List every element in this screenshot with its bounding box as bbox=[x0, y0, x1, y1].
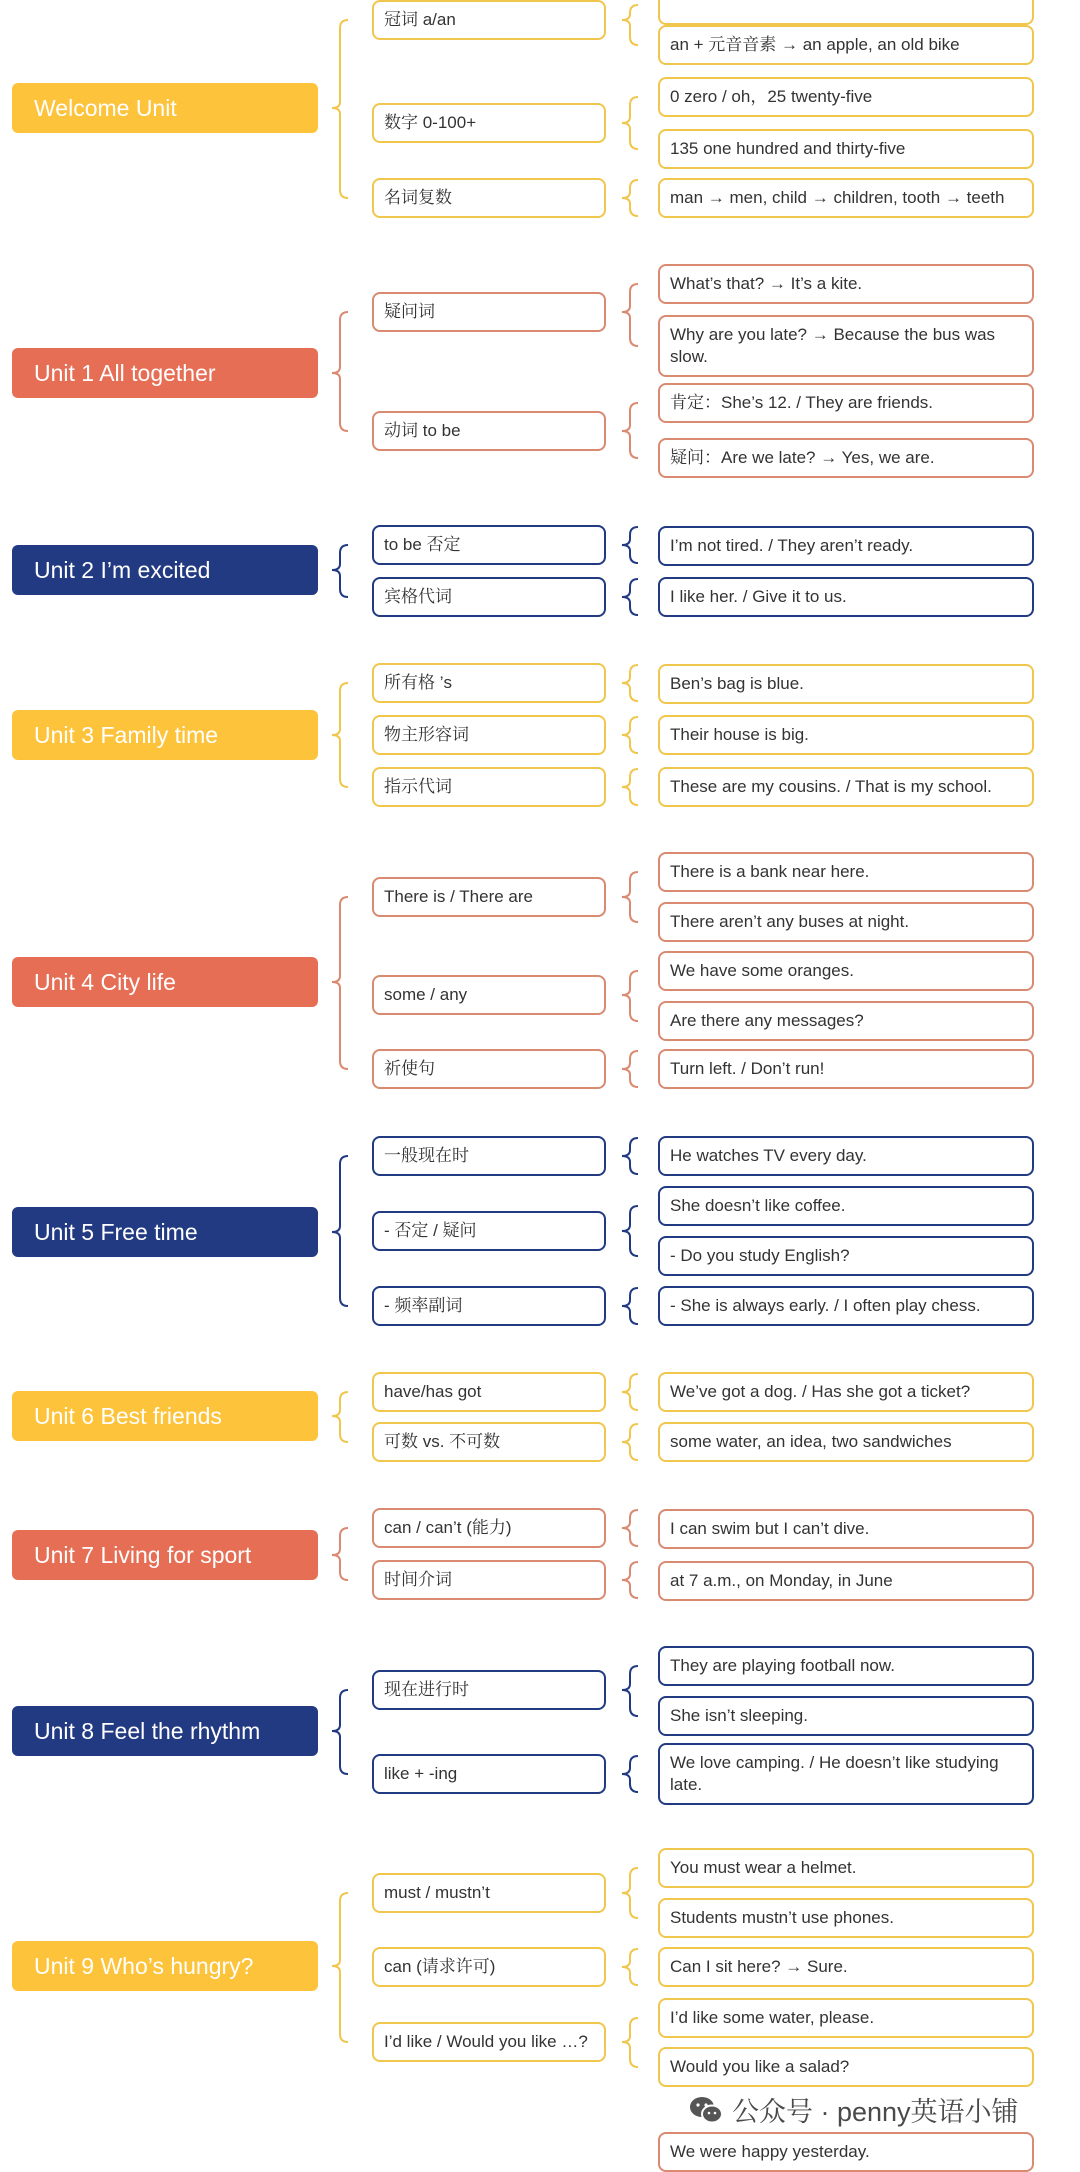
example-sentence: I like her. / Give it to us. bbox=[658, 577, 1034, 617]
example-sentence: Would you like a salad? bbox=[658, 2047, 1034, 2087]
grammar-topic: 时间介词 bbox=[372, 1560, 606, 1600]
watermark bbox=[688, 2090, 1019, 2129]
grammar-topic: can / can’t (能力) bbox=[372, 1508, 606, 1548]
example-sentence: at 7 a.m., on Monday, in June bbox=[658, 1561, 1034, 1601]
grammar-topic: 宾格代词 bbox=[372, 577, 606, 617]
grammar-topic: 可数 vs. 不可数 bbox=[372, 1422, 606, 1462]
grammar-topic: 数字 0-100+ bbox=[372, 103, 606, 143]
grammar-topic: 所有格 ’s bbox=[372, 663, 606, 703]
brace bbox=[332, 545, 348, 597]
grammar-topic: 动词 to be bbox=[372, 411, 606, 451]
example-sentence: We’ve got a dog. / Has she got a ticket? bbox=[658, 1372, 1034, 1412]
watermark-text: 公众号 · penny英语小铺 bbox=[732, 2097, 1019, 2127]
grammar-topic: - 频率副词 bbox=[372, 1286, 606, 1326]
example-sentence: They are playing football now. bbox=[658, 1646, 1034, 1686]
brace bbox=[332, 1392, 348, 1442]
grammar-topic: 名词复数 bbox=[372, 178, 606, 218]
brace bbox=[622, 284, 638, 346]
example-sentence: Their house is big. bbox=[658, 715, 1034, 755]
wechat-icon bbox=[688, 2095, 724, 2125]
brace bbox=[622, 717, 638, 753]
example-sentence: some water, an idea, two sandwiches bbox=[658, 1422, 1034, 1462]
grammar-topic: 现在进行时 bbox=[372, 1670, 606, 1710]
example-sentence: I’m not tired. / They aren’t ready. bbox=[658, 526, 1034, 566]
example-sentence: - Do you study English? bbox=[658, 1236, 1034, 1276]
brace bbox=[622, 403, 638, 458]
example-sentence: She isn’t sleeping. bbox=[658, 1696, 1034, 1736]
example-sentence: We have some oranges. bbox=[658, 951, 1034, 991]
grammar-topic: 物主形容词 bbox=[372, 715, 606, 755]
example-sentence: She doesn’t like coffee. bbox=[658, 1186, 1034, 1226]
brace bbox=[622, 1562, 638, 1598]
brace bbox=[622, 2018, 638, 2067]
example-sentence: These are my cousins. / That is my school. bbox=[658, 767, 1034, 807]
example-sentence: Are there any messages? bbox=[658, 1001, 1034, 1041]
brace bbox=[622, 1424, 638, 1460]
example-sentence: There aren’t any buses at night. bbox=[658, 902, 1034, 942]
example-sentence: an + 元音音素 → an apple, an old bike bbox=[658, 25, 1034, 65]
grammar-topic: 指示代词 bbox=[372, 767, 606, 807]
brace bbox=[622, 180, 638, 216]
unit-label: Unit 5 Free time bbox=[12, 1207, 318, 1257]
brace bbox=[332, 1528, 348, 1580]
grammar-topic: like + -ing bbox=[372, 1754, 606, 1794]
unit-label: Unit 7 Living for sport bbox=[12, 1530, 318, 1580]
brace bbox=[622, 579, 638, 615]
brace bbox=[622, 1288, 638, 1324]
example-sentence: What’s that? → It’s a kite. bbox=[658, 264, 1034, 304]
example-sentence: Turn left. / Don’t run! bbox=[658, 1049, 1034, 1089]
unit-label: Unit 6 Best friends bbox=[12, 1391, 318, 1441]
unit-label: Welcome Unit bbox=[12, 83, 318, 133]
grammar-topic: - 否定 / 疑问 bbox=[372, 1211, 606, 1251]
brace bbox=[622, 1949, 638, 1985]
brace bbox=[622, 1666, 638, 1716]
unit-label: Unit 2 I’m excited bbox=[12, 545, 318, 595]
example-sentence: We love camping. / He doesn’t like studying late. bbox=[658, 1743, 1034, 1805]
example-sentence: There is a bank near here. bbox=[658, 852, 1034, 892]
unit-label: Unit 8 Feel the rhythm bbox=[12, 1706, 318, 1756]
brace bbox=[622, 1206, 638, 1256]
example-sentence: Can I sit here? → Sure. bbox=[658, 1947, 1034, 1987]
brace bbox=[622, 872, 638, 922]
brace bbox=[622, 97, 638, 149]
grammar-topic: must / mustn’t bbox=[372, 1873, 606, 1913]
example-sentence: I’d like some water, please. bbox=[658, 1998, 1034, 2038]
brace bbox=[622, 527, 638, 563]
brace bbox=[332, 1690, 348, 1774]
example-sentence: 135 one hundred and thirty-five bbox=[658, 129, 1034, 169]
brace bbox=[622, 1510, 638, 1546]
example-sentence: Students mustn’t use phones. bbox=[658, 1898, 1034, 1938]
brace bbox=[622, 971, 638, 1021]
example-sentence bbox=[658, 0, 1034, 25]
example-sentence: He watches TV every day. bbox=[658, 1136, 1034, 1176]
grammar-topic: 疑问词 bbox=[372, 292, 606, 332]
example-sentence: We were happy yesterday. bbox=[658, 2132, 1034, 2172]
brace bbox=[622, 1756, 638, 1792]
example-sentence: 疑问：Are we late? → Yes, we are. bbox=[658, 438, 1034, 478]
example-sentence: man → men, child → children, tooth → teeth bbox=[658, 178, 1034, 218]
grammar-topic: can (请求许可) bbox=[372, 1947, 606, 1987]
example-sentence: I can swim but I can’t dive. bbox=[658, 1509, 1034, 1549]
grammar-topic: have/has got bbox=[372, 1372, 606, 1412]
brace bbox=[622, 1138, 638, 1174]
brace bbox=[622, 1868, 638, 1918]
grammar-topic: 祈使句 bbox=[372, 1049, 606, 1089]
example-sentence: Ben’s bag is blue. bbox=[658, 664, 1034, 704]
grammar-topic: There is / There are bbox=[372, 877, 606, 917]
brace bbox=[332, 1893, 348, 2042]
unit-label: Unit 4 City life bbox=[12, 957, 318, 1007]
unit-label: Unit 3 Family time bbox=[12, 710, 318, 760]
brace bbox=[332, 312, 348, 431]
brace bbox=[332, 897, 348, 1069]
grammar-topic: 一般现在时 bbox=[372, 1136, 606, 1176]
brace bbox=[332, 20, 348, 198]
brace bbox=[332, 1156, 348, 1306]
example-sentence: You must wear a helmet. bbox=[658, 1848, 1034, 1888]
brace bbox=[622, 1051, 638, 1087]
grammar-topic: 冠词 a/an bbox=[372, 0, 606, 40]
brace bbox=[332, 683, 348, 787]
example-sentence: 肯定：She’s 12. / They are friends. bbox=[658, 383, 1034, 423]
grammar-topic: some / any bbox=[372, 975, 606, 1015]
grammar-topic: I’d like / Would you like …? bbox=[372, 2022, 606, 2062]
brace bbox=[622, 769, 638, 805]
unit-label: Unit 9 Who’s hungry? bbox=[12, 1941, 318, 1991]
example-sentence: Why are you late? → Because the bus was slow. bbox=[658, 315, 1034, 377]
example-sentence: 0 zero / oh，25 twenty-five bbox=[658, 77, 1034, 117]
brace bbox=[622, 665, 638, 701]
unit-label: Unit 1 All together bbox=[12, 348, 318, 398]
grammar-topic: to be 否定 bbox=[372, 525, 606, 565]
brace bbox=[622, 5, 638, 45]
example-sentence: - She is always early. / I often play chess. bbox=[658, 1286, 1034, 1326]
brace bbox=[622, 1374, 638, 1410]
